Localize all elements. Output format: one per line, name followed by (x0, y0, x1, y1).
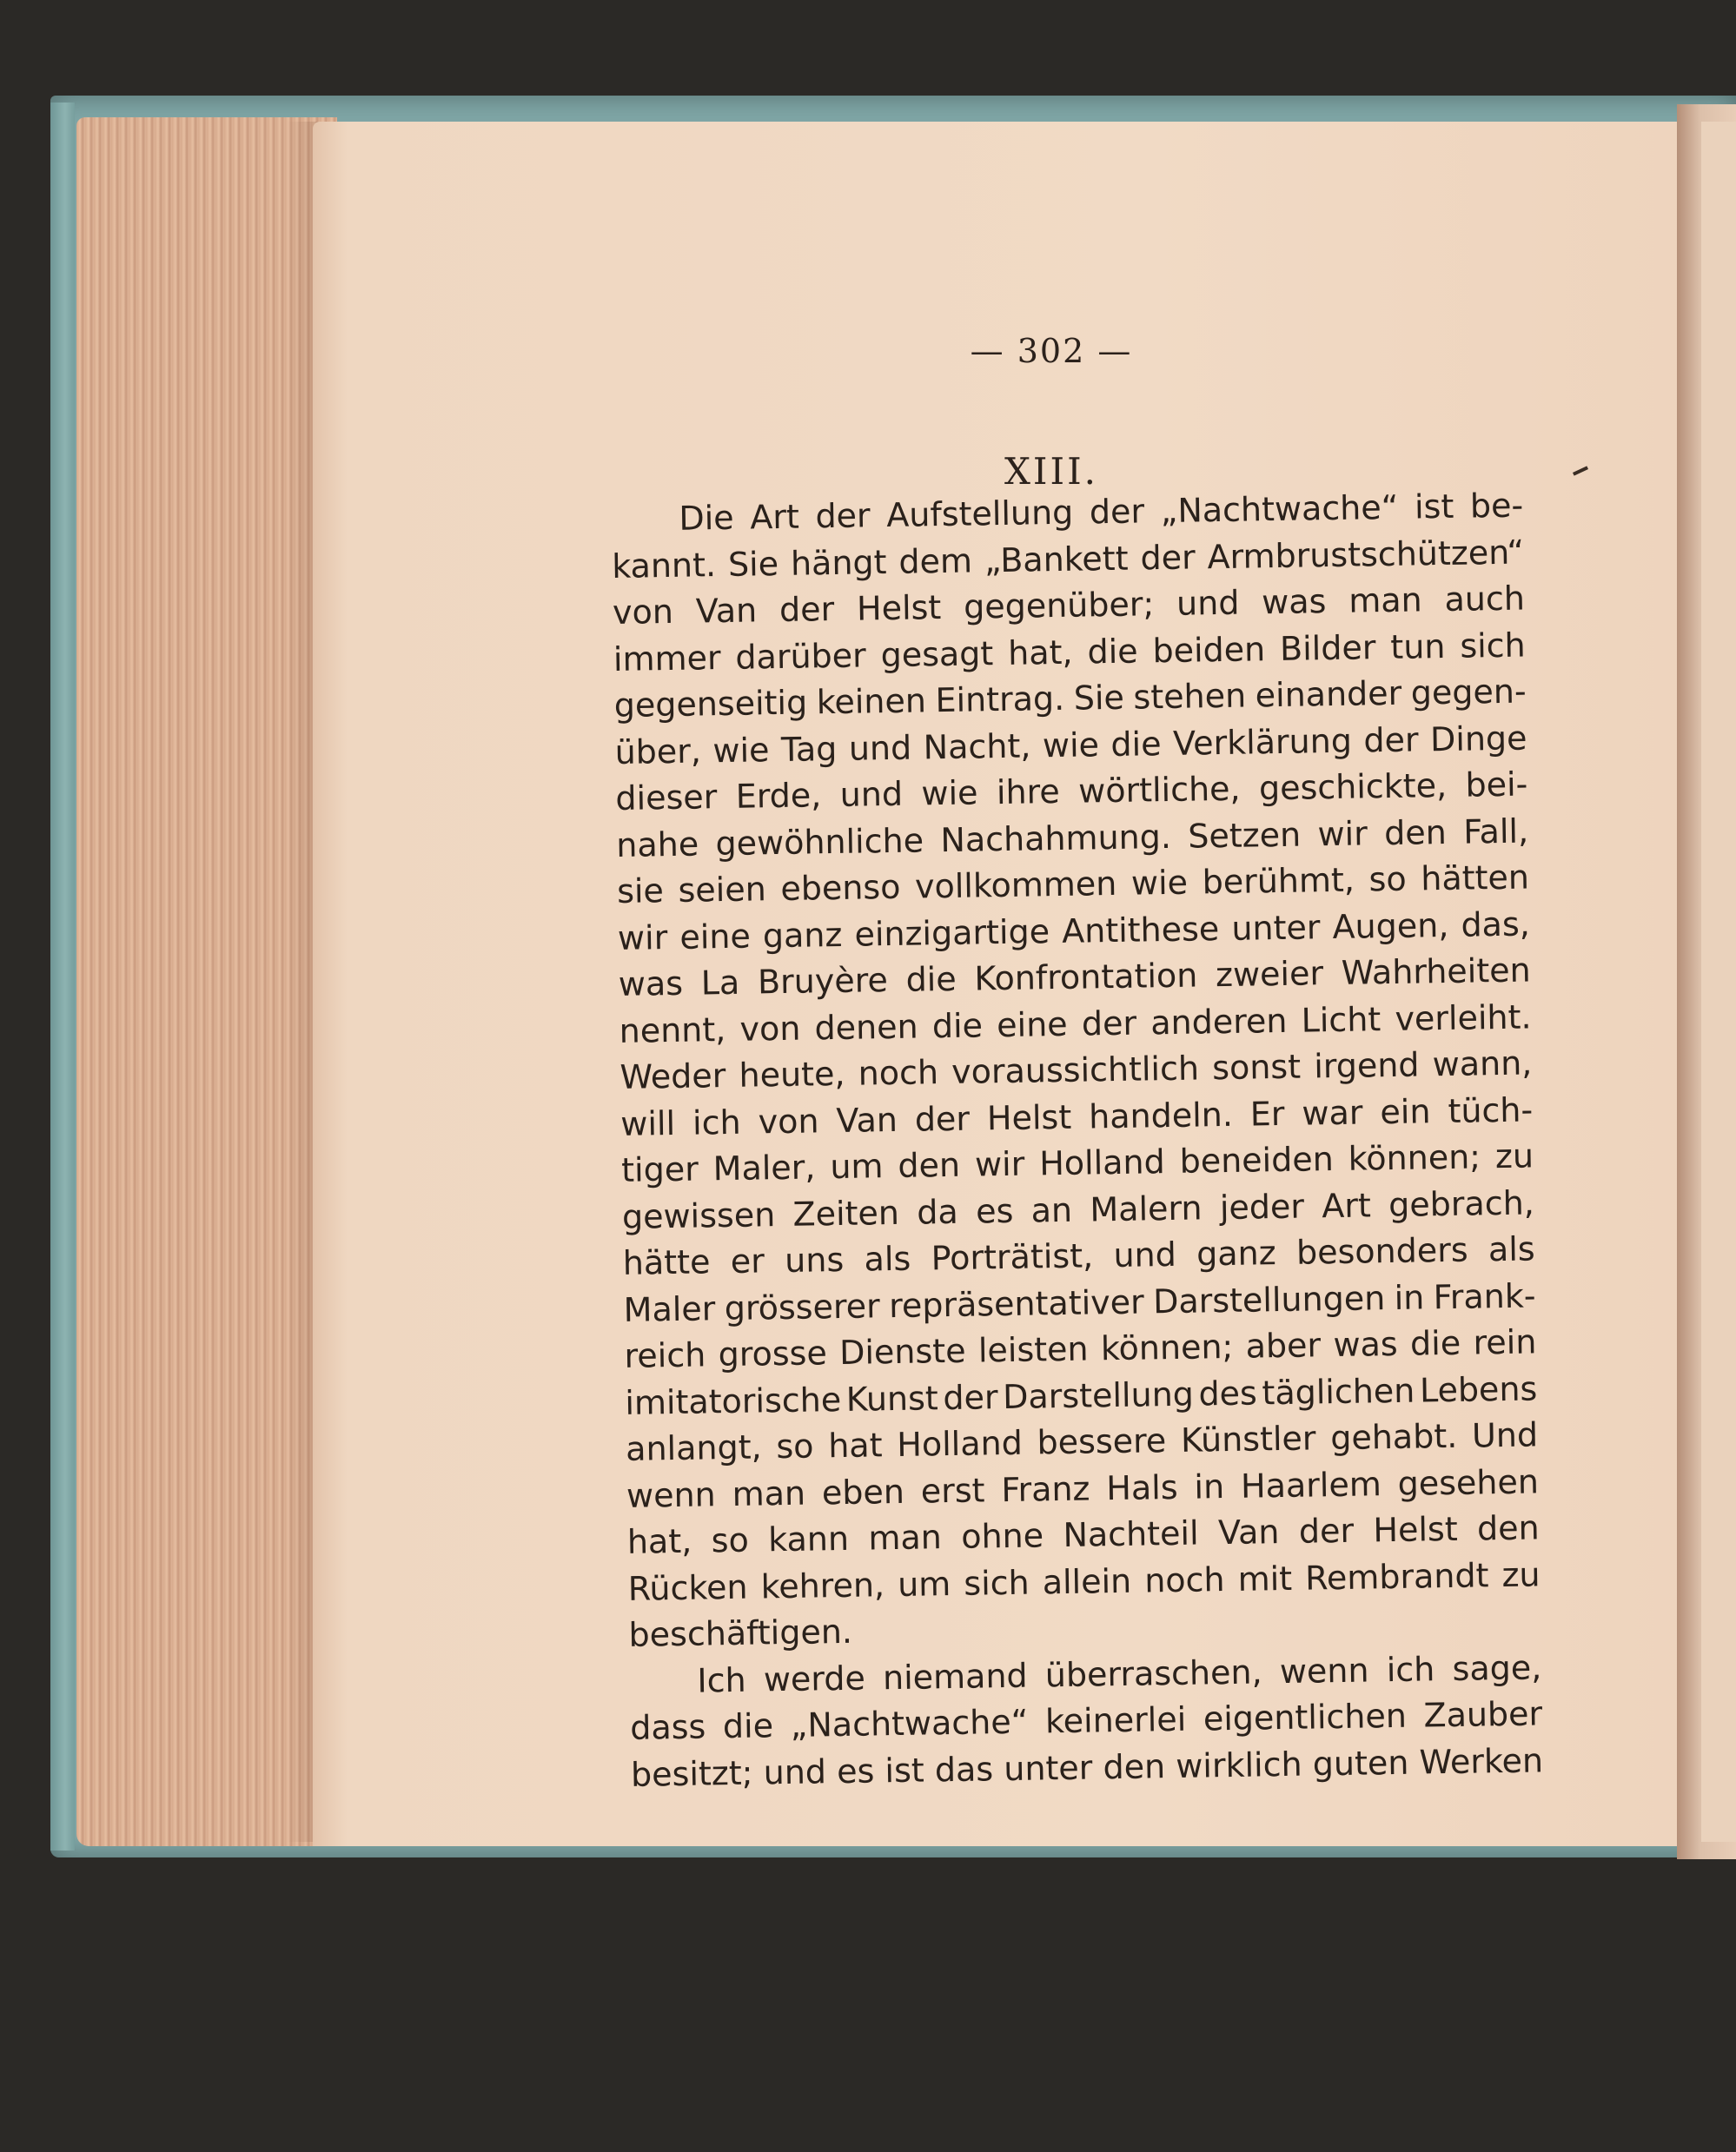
text-line: sie seien ebenso vollkommen wie berühmt, so hätten (616, 857, 1530, 910)
text-line: was La Bruyère die Konfrontation zweier Wahrheiten (618, 950, 1531, 1003)
text-line: Weder heute, noch voraussichtlich sonst irgend wann, (620, 1043, 1533, 1096)
text-line: wir eine ganz einzigartige Antithese unter Augen, das, (617, 904, 1531, 957)
text-line: gegenseitig keinen Eintrag. Sie stehen einander gegen- (613, 672, 1527, 725)
text-line: Maler grösserer repräsentativer Darstellungen in Frank- (623, 1275, 1536, 1329)
text-line: über, wie Tag und Nacht, wie die Verklärung der Dinge (614, 718, 1527, 771)
text-line: Rücken kehren, um sich allein noch mit Rembrandt zu (627, 1554, 1541, 1608)
text-line: hat, so kann man ohne Nachteil Van der Helst den (626, 1508, 1541, 1561)
text-line: wenn man eben erst Franz Hals in Haarlem gesehen (626, 1461, 1540, 1515)
text-line: tiger Maler, um den wir Holland beneiden können; zu (620, 1136, 1534, 1189)
text-line: hätte er uns als Porträtist, und ganz besonders als (622, 1229, 1535, 1282)
text-line: dass die „Nachtwache“ keinerlei eigentlichen Zauber (629, 1694, 1543, 1747)
text-line: anlangt, so hat Holland bessere Künstler gehabt. Und (625, 1415, 1539, 1468)
text-line: dieser Erde, und wie ihre wörtliche, geschickte, bei- (615, 765, 1528, 818)
chapter-heading: XIII. (1004, 450, 1099, 493)
facing-page-edge (1701, 122, 1736, 1842)
text-line: kannt. Sie hängt dem „Bankett der Armbrustschützen“ (611, 533, 1525, 586)
text-line: von Van der Helst gegenüber; und was man auch (612, 579, 1526, 632)
text-line: imitatorische Kunst der Darstellung des täglichen Lebens (625, 1368, 1538, 1422)
text-line: nennt, von denen die eine der anderen Licht verleiht. (619, 997, 1532, 1050)
text-line: besitzt; und es ist das unter den wirklich guten Werken (630, 1740, 1544, 1794)
page-number: — 302 — (970, 332, 1133, 370)
text-line: Ich werde niemand überraschen, wenn ich sage, (697, 1647, 1542, 1700)
text-line: reich grosse Dienste leisten können; aber was die rein (624, 1322, 1537, 1375)
text-line: Die Art der Aufstellung der „Nachtwache“ ist be- (679, 486, 1524, 538)
body-text (611, 483, 1543, 1798)
text-line: beschäftigen. (628, 1612, 853, 1654)
text-line: nahe gewöhnliche Nachahmung. Setzen wir den Fall, (615, 811, 1529, 864)
book-cover-edge (50, 103, 75, 1851)
text-line: gewissen Zeiten da es an Malern jeder Art gebrach, (621, 1182, 1535, 1236)
text-line: will ich von Van der Helst handeln. Er war ein tüch- (620, 1089, 1534, 1143)
text-line: immer darüber gesagt hat, die beiden Bilder tun sich (613, 625, 1527, 679)
